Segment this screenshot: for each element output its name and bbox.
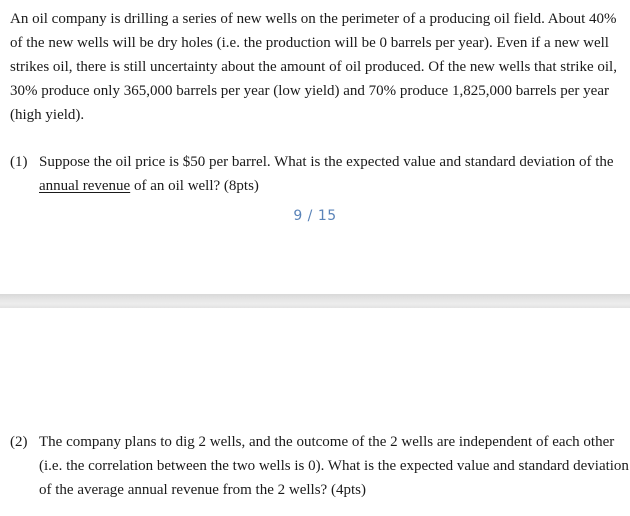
- page-indicator: 9 / 15: [293, 208, 337, 224]
- question-2-text: The company plans to dig 2 wells, and the outcome of the 2 wells are independent of each other (i.e. the correlation between the two wells is 0). What is the expected value and standard deviation of the average annual revenue from the 2 wells? (4pts): [39, 434, 629, 498]
- question-2: [10, 430, 630, 505]
- question-1-text: [39, 150, 630, 198]
- question-2-number: (2): [10, 434, 28, 450]
- question-1-underlined-term: annual revenue: [39, 178, 131, 194]
- problem-intro: An oil company is drilling a series of new wells on the perimeter of a producing oil field. About 40% of the new wells will be dry holes (i.e. the production will be 0 barrels per year). Even if a new well strikes oil, there is still uncertainty about the amount of oil produced. Of the new wells that strike oil, 30% produce only 365,000 barrels per year (low yield) and 70% produce 1,825,000 barrels per year (high yield).: [10, 11, 617, 123]
- page-separator: [0, 294, 630, 308]
- question-1-text-before: Suppose the oil price is $50 per barrel. What is the expected value and standard deviation of the: [39, 154, 614, 170]
- question-1-text-after: of an oil well? (8pts): [130, 178, 259, 194]
- question-1: [10, 150, 630, 200]
- question-1-number: (1): [10, 154, 28, 170]
